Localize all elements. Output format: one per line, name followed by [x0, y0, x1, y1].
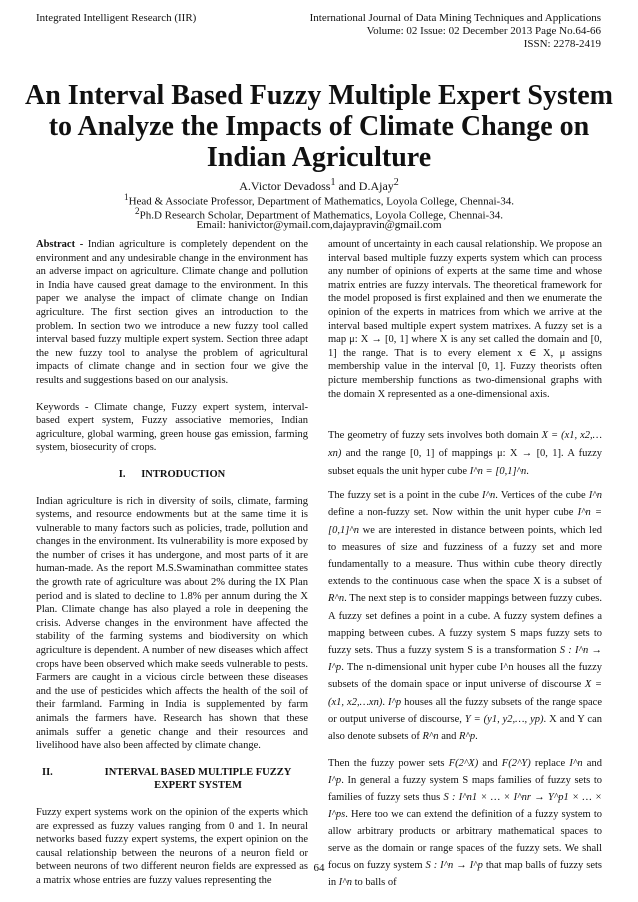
cube-text-j: and	[438, 730, 460, 742]
author-1: A.Victor Devadoss	[239, 179, 331, 193]
cube-formula-4: R^n	[328, 593, 345, 605]
cube-text-g: .	[382, 696, 388, 708]
cube-text-a: The fuzzy set is a point in the cube	[328, 490, 483, 502]
geometry-paragraph	[328, 427, 602, 481]
left-column	[36, 238, 308, 888]
cube-formula-8: Y = (y1, y2,…, yp)	[464, 713, 544, 725]
power-formula-5: S : I^n1 × … × I^nr → Y^p1 × … × I^ps	[328, 792, 603, 821]
abstract-text: Indian agriculture is completely dependent on the environment and any undesirable change in the environment has an adverse impact on agriculture. Climate change and pollution in India have caused great damage to the environment. In this paper we analyse the impact of climate change on Indian agriculture. The first section gives an introduction to the problem. In section two we introduce a new fuzzy tool called interval based fuzzy multiple expert system. Section three adapt the new fuzzy tool to analyse the problem of agricultural impacts of climate change and in section four we give the results and suggestions based on our analysis.	[36, 239, 308, 386]
cube-formula-7: I^p	[387, 696, 402, 708]
domain-formula: X = (x1, x2,…xn)	[328, 430, 603, 460]
cube-formula-1: I^n	[482, 490, 496, 502]
cube-text-d: we are interested in distance between points, which led to measures of size and fuzziness of a fuzzy set and more fundamentally to a measure. Thus within cube theory directly extends to the continuous case when the space X is a subset of	[328, 524, 602, 588]
power-formula-2: F(2^Y)	[501, 758, 531, 770]
section-2-title: INTERVAL BASED MULTIPLE FUZZY EXPERT SYSTEM	[104, 766, 292, 792]
author-1-sup: 1	[330, 177, 336, 188]
cube-text-b: . Vertices of the cube	[495, 490, 589, 502]
right-column	[328, 238, 602, 891]
geometry-text-c: [0, 1]. A fuzzy subset equals the unit hyper cube	[328, 448, 602, 478]
section-1-title: INTRODUCTION	[141, 468, 226, 480]
cube-text-c: define a non-fuzzy set. Now within the unit hyper cube	[328, 507, 578, 519]
cube-text-e: . The next step is to consider mappings between fuzzy cubes. A fuzzy set defines a point in a cube. A fuzzy system defines a mapping between cubes. A fuzzy system S maps fuzzy sets to fuzzy sets. Thus a fuzzy system S is a transformation	[328, 593, 602, 656]
journal-issn: ISSN: 2278-2419	[523, 38, 601, 50]
keywords: Keywords - Climate change, Fuzzy expert system, interval-based expert system, Fuzzy associative memories, Indian agriculture, global warming, green house gas emission, farming system, biosecurity of crops.	[36, 401, 308, 454]
author-2: D.Ajay	[358, 179, 394, 193]
cube-formula-10: R^p	[459, 730, 476, 742]
affiliation-2-text: Ph.D Research Scholar, Department of Mathematics, Loyola College, Chennai-34.	[139, 209, 503, 222]
geometry-text-d: .	[526, 466, 529, 478]
power-text-h: to balls of	[351, 877, 397, 889]
journal-info	[310, 12, 601, 51]
power-text-e: . In general a fuzzy system S maps families of fuzzy sets to families of fuzzy sets thus	[328, 775, 602, 804]
section-2-number: II.	[42, 766, 53, 778]
cube-text-k: .	[475, 730, 478, 742]
journal-name: International Journal of Data Mining Techniques and Applications	[309, 12, 601, 24]
cube-text-f: . The n-dimensional unit hyper cube I^n houses all the fuzzy subsets of the domain space or input universe of discourse	[328, 662, 602, 691]
power-text-f: . Here too we can extend the definition of a fuzzy system to allow arbitrary products or arbitrary mathematical spaces to serve as the domain or range spaces of the fuzzy sets. We shall focus on fuzzy system	[328, 809, 602, 872]
section-1-number: I.	[118, 468, 126, 480]
section-2-paragraph: Fuzzy expert systems work on the opinion of the experts which are expressed as fuzzy values ranging from 0 and 1. In neural networks based fuzzy expert systems, the expert opinion on the causal relationship between the neurons of a neuron field or between neurons of two different neuron fields are expressed as a matrix whose entries are fuzzy values representing the	[36, 806, 308, 886]
abstract-label: Abstract -	[36, 239, 88, 250]
cube-formula-5: S : I^n → I^p	[328, 644, 602, 674]
power-formula-7: I^n	[338, 877, 352, 889]
journal-publisher: Integrated Intelligent Research (IIR)	[36, 12, 197, 24]
geometry-text-b: and the range [0, 1] of mappings μ: X →	[341, 448, 533, 460]
power-formula-4: I^p	[328, 775, 342, 787]
affiliation-2-sup: 2	[135, 206, 140, 216]
abstract	[36, 238, 308, 388]
affiliation-1-sup: 1	[124, 192, 129, 202]
power-formula-1: F(2^X)	[448, 758, 479, 770]
power-formula-6: S : I^n → I^p	[425, 860, 483, 872]
paper-title: An Interval Based Fuzzy Multiple Expert System to Analyze the Impacts of Climate Change on Indian Agriculture	[25, 80, 613, 173]
section-1-heading	[36, 468, 308, 482]
power-formula-3: I^n	[569, 758, 583, 770]
affiliation-1-text: Head & Associate Professor, Department of Mathematics, Loyola College, Chennai-34.	[128, 195, 514, 208]
page-number: 64	[313, 862, 325, 874]
cube-text-h: houses all the fuzzy subsets of the range space or output universe of discourse,	[328, 696, 603, 725]
power-text-c: replace	[530, 758, 570, 770]
section-2-heading	[36, 766, 308, 793]
fuzzy-set-paragraph: amount of uncertainty in each causal relationship. We propose an interval based multiple fuzzy experts system which can process any number of opinions of experts at the same time and whose matrix entries are fuzzy intervals. The theoretical framework for the model proposed is first explained and then we enumerate the opinion of the experts in matrices from which we arrive at the interval based multiple expert system matrixes. A fuzzy set is a map μ: X → [0, 1] where X is any set called the domain and [0, 1] the range. That is to every element x ∈ X, μ assigns membership value in the interval [0, 1]. Fuzzy theorists often picture membership functions as two-dimensional graphs with the domain X represented as a one-dimensional axis.	[328, 239, 602, 400]
geometry-text-a: The geometry of fuzzy sets involves both domain	[328, 430, 539, 442]
power-text-a: Then the fuzzy power sets	[328, 758, 449, 770]
cube-formula-3: I^n = [0,1]^n	[328, 507, 603, 536]
journal-volume: Volume: 02 Issue: 02 December 2013 Page No.64-66	[366, 25, 601, 37]
cube-formula-9: R^n	[422, 730, 439, 742]
power-text-d: and	[582, 758, 602, 770]
hypercube-formula: I^n = [0,1]^n	[469, 466, 527, 478]
author-email: Email: hanivictor@ymail.com,dajaypravin@gmail.com	[196, 219, 442, 231]
cube-paragraph	[328, 487, 602, 745]
cube-formula-6: X = (x1, x2,…xn)	[328, 679, 603, 708]
introduction-paragraph: Indian agriculture is rich in diversity of soils, climate, farming systems, and resource endowments but at the same time it is vulnerable to many factors such as policies, trade, pollution and changes in the environment. Its vulnerability is more exposed by the number of crises it has undergone, and most parts of it are human-made. As the report M.S.Swaminathan committee states the growth rate of agriculture was about 2% during the IX Plan period and is slated to decline to 1.8% per annum during the X Plan. Climate change has also played a role in deepening the crisis. Adverse changes in the environment have affected the stability of the farming systems and biodiversity on which agriculture is dependent. A number of new diseases which affect crops have been observed which make seeds vulnerable to pests. Farmers are caught in a vicious circle between these diseases and the use of pesticides which affects the health of the soil of their farmland. Farming in India is supplemented by farm animals the farmers have. Research has shown that these animals suffer a genetic change and their resources and livelihood have also been affected by climate change.	[36, 495, 308, 752]
author-2-sup: 2	[393, 177, 399, 188]
cube-formula-2: I^n	[588, 490, 602, 502]
power-text-g: that map balls of fuzzy sets in	[328, 860, 602, 889]
author-separator: and	[335, 179, 359, 193]
power-text-b: and	[478, 758, 502, 770]
cube-text-i: . X and Y can also denote subsets of	[328, 713, 602, 742]
